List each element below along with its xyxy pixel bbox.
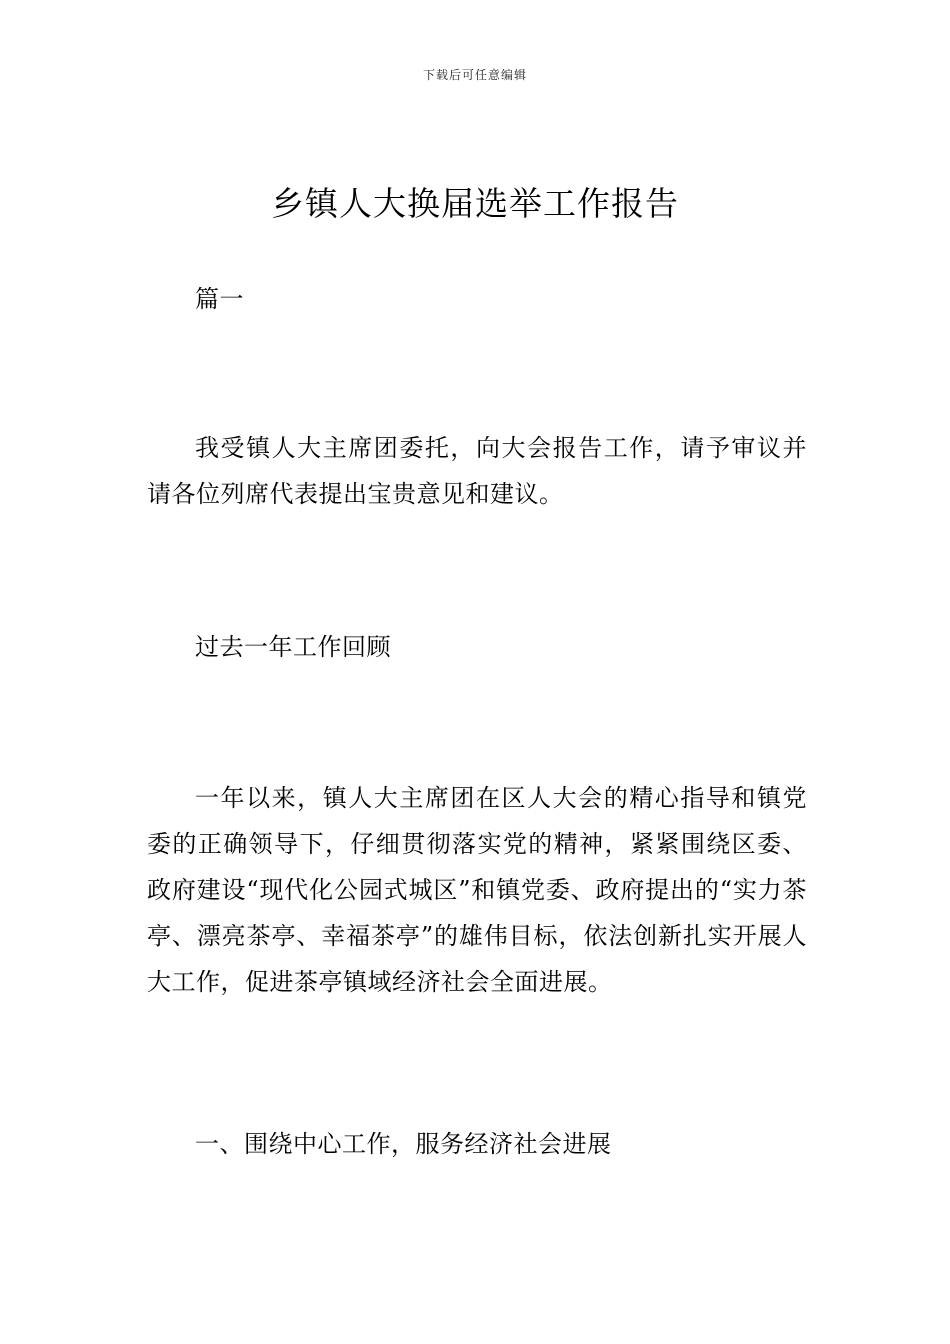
heading-review: 过去一年工作回顾: [195, 633, 391, 661]
document-title: 乡镇人大换届选举工作报告: [271, 184, 679, 223]
paragraph-review: 一年以来，镇人大主席团在区人大会的精心指导和镇党委的正确领导下，仔细贯彻落实党的精神，紧紧围绕区委、政府建设“现代化公园式城区”和镇党委、政府提出的“实力茶亭、漂亮茶亭、幸福茶亭”的雄伟目标，依法创新扎实开展人大工作，促进茶亭镇域经济社会全面进展。: [147, 784, 807, 996]
heading-section-one: 一、围绕中心工作，服务经济社会进展: [195, 1130, 612, 1158]
paragraph-intro: 我受镇人大主席团委托，向大会报告工作，请予审议并请各位列席代表提出宝贵意见和建议。: [147, 434, 807, 508]
section-label: 篇一: [195, 285, 244, 313]
header-note: 下载后可任意编辑: [422, 68, 527, 82]
